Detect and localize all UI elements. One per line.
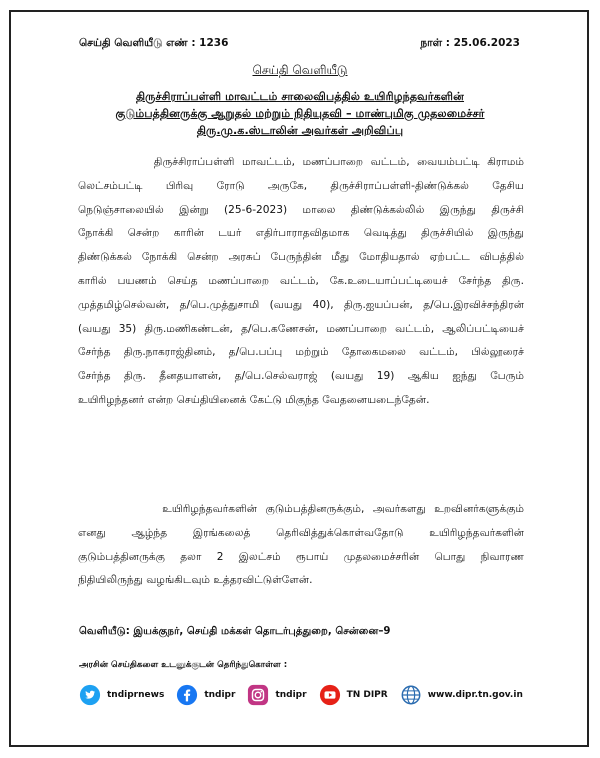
title-block [60, 88, 540, 139]
twitter-icon [79, 684, 101, 706]
social-label: tndiprnews [107, 690, 165, 700]
social-link-instagram[interactable] [247, 684, 306, 706]
social-link-twitter[interactable] [79, 684, 164, 706]
release-date: நாள் : 25.06.2023 [420, 37, 520, 49]
title-line: திரு.மு.க.ஸ்டாலின் அவர்கள் அறிவிப்பு [196, 124, 404, 137]
social-link-facebook[interactable] [176, 684, 235, 706]
release-number: செய்தி வெளியீடு எண் : 1236 [79, 37, 229, 49]
paragraph-line: காரில் பயணம் செய்த மணப்பாறை வட்டம், கே.உடையாப்பட்டியைச் சேர்ந்த திரு. [78, 274, 524, 287]
social-label: TN DIPR [346, 690, 388, 700]
paragraph-line: உயிரிழந்தனர் என்ற செய்தியினைக் கேட்டு மிகுந்த வேதனையடைந்தேன். [78, 393, 430, 406]
paragraph-line: குடும்பத்தினருக்கு தலா 2 இலட்சம் ரூபாய் முதலமைச்சரின் பொது நிவாரண [78, 550, 524, 563]
paragraph-line: திண்டுக்கல் நோக்கி சென்ற அரசுப் பேருந்தின் மீது மோதியதால் ஏற்பட்ட விபத்தில் [78, 251, 524, 264]
paragraph-line: முத்தமிழ்செல்வன், த/பெ.முத்துசாமி (வயது 40), திரு.ஐயப்பன், த/பெ.இரவிச்சந்திரன் [78, 298, 524, 311]
social-link-website[interactable] [400, 684, 523, 706]
paragraph-line: நோக்கி சென்ற காரின் டயர் எதிர்பாராதவிதமாக வெடித்து திருச்சியில் இருந்து [78, 227, 524, 240]
social-links [79, 682, 523, 708]
instagram-icon [247, 684, 269, 706]
paragraph-line: நெடுஞ்சாலையில் இன்று (25-6-2023) மாலை திண்டுக்கல்லில் இருந்து திருச்சி [78, 203, 524, 216]
globe-icon [400, 684, 422, 706]
paragraph-line: சேர்ந்த திரு. தீனதயாளன், த/பெ.செல்வராஜ் (வயது 19) ஆகிய ஐந்து பேரும் [78, 370, 524, 383]
social-link-youtube[interactable] [319, 684, 388, 706]
title-line: திருச்சிராப்பள்ளி மாவட்டம் சாலைவிபத்தில் உயிரிழந்தவர்களின் [135, 90, 465, 103]
paragraph-line: நிதியிலிருந்து வழங்கிடவும் உத்தரவிட்டுள்ளேன். [78, 574, 313, 587]
facebook-icon [176, 684, 198, 706]
paragraph-1 [78, 151, 524, 413]
paragraph-line: திருச்சிராப்பள்ளி மாவட்டம், மணப்பாறை வட்டம், வையம்பட்டி கிராமம் [78, 156, 524, 168]
document-heading: செய்தி வெளியீடு [252, 63, 348, 77]
release-line: வெளியீடு: இயக்குநர், செய்தி மக்கள் தொடர்புத்துறை, சென்னை–9 [79, 626, 391, 637]
social-label: tndipr [204, 690, 236, 700]
social-label: www.dipr.tn.gov.in [427, 690, 523, 700]
youtube-icon [319, 684, 341, 706]
paragraph-line: லெட்சம்பட்டி பிரிவு ரோடு அருகே, திருச்சிராப்பள்ளி-திண்டுக்கல் தேசிய [78, 179, 524, 192]
paragraph-line: (வயது 35) திரு.மணிகண்டன், த/பெ.கணேசன், மணப்பாறை வட்டம், ஆலிப்பட்டியைச் [78, 322, 524, 335]
title-line: குடும்பத்தினருக்கு ஆறுதல் மற்றும் நிதியுதவி – மாண்புமிகு முதலமைச்சர் [115, 107, 485, 120]
follow-text: அரசின் செய்திகளை உடனுக்குடன் தெரிந்துகொள்ள : [79, 660, 288, 670]
paragraph-line: எனது ஆழ்ந்த இரங்கலைத் தெரிவித்துக்கொள்வதோடு உயிரிழந்தவர்களின் [78, 526, 524, 539]
paragraph-line: உயிரிழந்தவர்களின் குடும்பத்தினருக்கும், அவர்களது உறவினர்களுக்கும் [78, 503, 524, 515]
paragraph-line: சேர்ந்த திரு.நாகராஜ்தினம், த/பெ.பப்பு மற்றும் தோகைமலை வட்டம், பில்லூரைச் [78, 346, 524, 359]
paragraph-2 [78, 498, 524, 593]
social-label: tndipr [275, 690, 307, 700]
